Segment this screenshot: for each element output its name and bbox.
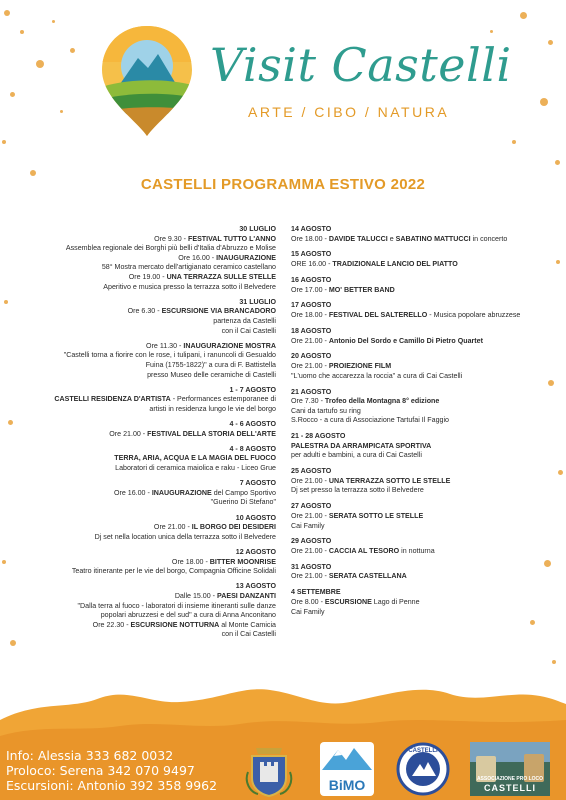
event-highlight: Antonio Del Sordo e Camillo Di Pietro Quartet: [328, 336, 483, 345]
event-highlight: FESTIVAL TUTTO L'ANNO: [188, 234, 276, 243]
event-date: 17 AGOSTO: [291, 301, 332, 310]
event-text: Lago di Penne: [371, 597, 420, 606]
event-text: Aperitivo e musica presso la terrazza sotto il Belvedere: [103, 282, 276, 291]
event-date: 4 - 8 AGOSTO: [229, 444, 276, 453]
event-text: Ore 21.00 -: [291, 547, 329, 555]
event-highlight: PAESI DANZANTI: [217, 591, 276, 600]
event-line: [291, 372, 553, 382]
event-text: Ore 21.00 -: [291, 476, 329, 485]
castelli-coat-of-arms-logo: [244, 742, 294, 798]
event-text: 58° Mostra mercato dell'artigianato ceramico castellano: [101, 263, 276, 272]
event-text: con il Cai Castelli: [221, 326, 276, 335]
event-text: Ore 18.00 -: [291, 311, 329, 320]
event-text: per adulti e bambini, a cura di Cai Castelli: [291, 451, 422, 460]
contact-escursioni-line: Escursioni: Antonio 392 358 9962: [6, 778, 218, 793]
event-entry: [14, 386, 276, 415]
event-entry: [14, 479, 276, 508]
event-text: "Castelli torna a fiorire con le rose, i tulipani, i ranuncoli di Gesualdo: [63, 351, 276, 360]
event-highlight: CACCIA AL TESORO: [328, 547, 400, 555]
event-line: [291, 407, 553, 417]
event-highlight: TERRA, ARIA, ACQUA E LA MAGIA DEL FUOCO: [114, 454, 276, 463]
event-date: 14 AGOSTO: [291, 225, 332, 233]
event-text: Ore 19.00 -: [128, 272, 167, 281]
event-text: al Monte Camicia: [219, 620, 276, 629]
event-date: 27 AGOSTO: [291, 502, 332, 511]
event-text: Ore 16.00 -: [178, 253, 217, 262]
event-date: 15 AGOSTO: [291, 250, 332, 259]
event-line: [291, 397, 553, 407]
event-line: [14, 273, 276, 283]
right-event-column: [291, 225, 553, 623]
event-line: [14, 283, 276, 293]
event-line: [14, 621, 276, 631]
event-highlight: TRADIZIONALE LANCIO DEL PIATTO: [332, 260, 458, 269]
event-highlight: INAUGURAZIONE: [151, 488, 212, 497]
event-line: [14, 464, 276, 474]
event-entry: [291, 225, 553, 244]
event-line: [14, 611, 276, 621]
event-date: 4 - 6 AGOSTO: [229, 420, 276, 429]
event-date: 1 - 7 AGOSTO: [229, 385, 276, 394]
brand-tagline: ARTE / CIBO / NATURA: [248, 104, 450, 120]
event-line: [14, 361, 276, 371]
event-line: [291, 260, 553, 270]
event-line: [14, 327, 276, 337]
event-entry: [14, 420, 276, 439]
event-line: [14, 430, 276, 440]
event-highlight: FESTIVAL DELLA STORIA DELL'ARTE: [147, 429, 276, 438]
event-entry: [291, 250, 553, 269]
event-text: presso Museo delle ceramiche di Castelli: [147, 370, 276, 379]
event-text: Ore 7.30 -: [291, 397, 325, 406]
event-text: "Guerino Di Stefano": [210, 498, 276, 507]
event-text: Ore 18.00 -: [291, 234, 329, 243]
event-date: 12 AGOSTO: [235, 547, 276, 556]
event-highlight: CASTELLI RESIDENZA D'ARTISTA: [54, 395, 171, 404]
event-entry: [291, 563, 553, 582]
event-line: [14, 602, 276, 612]
event-highlight: PROIEZIONE FILM: [328, 362, 392, 371]
event-text: ORE 16.00 -: [291, 260, 333, 269]
proloco-city-text: CASTELLI: [484, 783, 536, 793]
event-entry: [291, 276, 553, 295]
event-date: 29 AGOSTO: [291, 537, 332, 546]
event-line: [291, 362, 553, 372]
event-date: 13 AGOSTO: [235, 582, 276, 591]
event-text: Assemblea regionale dei Borghi più belli d'Italia d'Abruzzo e Molise: [65, 244, 276, 253]
event-text: Ore 18.00 -: [171, 557, 210, 566]
event-entry: [14, 514, 276, 543]
bimo-logo: [320, 742, 374, 796]
cai-castelli-logo: [396, 742, 450, 796]
event-text: in concerto: [470, 234, 508, 243]
event-highlight: BITTER MOONRISE: [209, 557, 276, 566]
event-text: Dalle 15.00 -: [174, 591, 218, 600]
event-line: [291, 286, 553, 296]
event-text: Dj set nella location unica della terrazza sotto il Belvedere: [94, 532, 276, 541]
event-date: 30 LUGLIO: [239, 225, 276, 233]
event-highlight: INAUGURAZIONE: [216, 253, 276, 262]
event-date: 10 AGOSTO: [235, 513, 276, 522]
event-highlight: ESCURSIONE: [324, 597, 372, 606]
event-entry: [291, 502, 553, 531]
event-entry: [14, 582, 276, 640]
event-text: Ore 22.30 -: [92, 620, 131, 629]
event-text: popolari abruzzesi e del sud" a cura di Anna Anconitano: [100, 611, 276, 620]
event-date: 25 AGOSTO: [291, 467, 332, 476]
event-text: Ore 21.00 -: [291, 572, 329, 581]
event-line: [291, 486, 553, 496]
event-highlight: Trofeo della Montagna 8° edizione: [324, 397, 440, 406]
event-text: artisti in residenza lungo le vie del borgo: [149, 404, 276, 413]
event-date: 20 AGOSTO: [291, 352, 332, 361]
event-date: 7 AGOSTO: [239, 479, 276, 488]
event-line: [291, 608, 553, 618]
event-entry: [291, 301, 553, 320]
event-text: Dj set presso la terrazza sotto il Belvedere: [291, 486, 424, 495]
event-highlight: PALESTRA DA ARRAMPICATA SPORTIVA: [291, 441, 432, 450]
left-event-column: [14, 225, 276, 646]
event-line: [14, 395, 276, 405]
event-highlight: SABATINO MATTUCCI: [395, 234, 471, 243]
event-line: [14, 235, 276, 245]
event-highlight: FESTIVAL DEL SALTERELLO: [328, 311, 428, 320]
event-text: Ore 21.00 -: [291, 336, 329, 345]
event-text: Ore 21.00 -: [153, 523, 192, 532]
event-line: [291, 311, 553, 321]
event-highlight: UNA TERRAZZA SOTTO LE STELLE: [328, 476, 451, 485]
mountain-icon: [320, 742, 374, 772]
event-line: [14, 558, 276, 568]
event-entry: [14, 445, 276, 474]
event-line: [14, 567, 276, 577]
event-text: con il Cai Castelli: [221, 630, 276, 639]
location-pin-icon: [98, 22, 196, 140]
event-date: 4 SETTEMBRE: [291, 588, 341, 597]
event-line: [14, 592, 276, 602]
event-line: [14, 523, 276, 533]
event-text: Ore 21.00 -: [291, 362, 329, 371]
proloco-text: ASSOCIAZIONE PRO LOCO: [476, 776, 544, 782]
event-highlight: DAVIDE TALUCCI: [328, 234, 388, 243]
event-date: 21 AGOSTO: [291, 387, 332, 396]
event-line: [14, 630, 276, 640]
event-text: - Performances estemporanee di: [170, 395, 276, 404]
event-highlight: MO' BETTER BAND: [328, 285, 395, 294]
event-entry: [14, 225, 276, 292]
event-text: Cai Family: [291, 521, 325, 530]
event-text: Ore 21.00 -: [109, 429, 148, 438]
event-line: [14, 498, 276, 508]
event-line: [14, 489, 276, 499]
event-line: [291, 235, 553, 245]
event-line: [14, 371, 276, 381]
event-line: [291, 522, 553, 532]
event-line: [14, 254, 276, 264]
event-text: Cani da tartufo su ring: [291, 406, 361, 415]
event-line: [291, 451, 553, 461]
contact-info: [6, 748, 217, 793]
event-line: [291, 512, 553, 522]
event-text: Teatro itinerante per le vie del borgo, Compagnia Officine Solidali: [71, 567, 276, 576]
event-entry: [14, 298, 276, 336]
event-text: - Musica popolare abruzzese: [427, 311, 521, 320]
event-line: [291, 337, 553, 347]
event-text: in notturna: [399, 547, 435, 555]
event-entry: [291, 588, 553, 617]
event-entry: [14, 548, 276, 577]
event-highlight: UNA TERRAZZA SULLE STELLE: [166, 272, 276, 281]
event-entry: [291, 467, 553, 496]
contact-proloco-line: Proloco: Serena 342 070 9497: [6, 763, 195, 778]
event-line: [291, 477, 553, 487]
event-date: 21 - 28 AGOSTO: [291, 432, 346, 441]
event-entry: [291, 327, 553, 346]
event-line: [291, 572, 553, 582]
event-entry: [291, 352, 553, 381]
event-text: "Dalla terra al fuoco - laboratori di insieme itineranti sulle danze: [77, 601, 276, 610]
event-line: [14, 342, 276, 352]
event-text: Ore 17.00 -: [291, 285, 329, 294]
event-text: partenza da Castelli: [213, 316, 276, 325]
event-text: Fuina (1755-1822)" a cura di F. Battistella: [145, 360, 276, 369]
event-line: [291, 547, 553, 557]
event-date: 31 LUGLIO: [239, 297, 276, 306]
event-line: [14, 307, 276, 317]
event-highlight: IL BORGO DEI DESIDERI: [191, 523, 276, 532]
event-line: [291, 442, 553, 452]
proloco-castelli-logo: [470, 742, 550, 796]
cai-castelli-text: CASTELLI: [408, 748, 438, 754]
event-line: [14, 533, 276, 543]
event-highlight: SERATA CASTELLANA: [328, 572, 407, 581]
event-line: [14, 263, 276, 273]
event-highlight: ESCURSIONE NOTTURNA: [130, 620, 220, 629]
event-date: 31 AGOSTO: [291, 562, 332, 571]
event-entry: [291, 432, 553, 461]
event-date: 18 AGOSTO: [291, 326, 332, 335]
event-text: Ore 6.30 -: [127, 307, 162, 316]
event-text: Cai Family: [291, 607, 325, 616]
event-text: "L'uomo che accarezza la roccia" a cura di Cai Castelli: [291, 371, 463, 380]
event-highlight: SERATA SOTTO LE STELLE: [328, 511, 424, 520]
event-line: [14, 244, 276, 254]
event-highlight: INAUGURAZIONE MOSTRA: [183, 341, 276, 350]
event-line: [14, 317, 276, 327]
event-line: [14, 351, 276, 361]
program-title: CASTELLI PROGRAMMA ESTIVO 2022: [140, 176, 426, 193]
event-text: S.Rocco - a cura di Associazione Tartufai Il Faggio: [291, 416, 449, 425]
event-date: 16 AGOSTO: [291, 275, 332, 284]
event-line: [14, 405, 276, 415]
event-text: Ore 8.00 -: [291, 597, 325, 606]
event-entry: [14, 342, 276, 380]
visit-castelli-logo: [98, 22, 512, 140]
event-line: [291, 598, 553, 608]
event-text: del Campo Sportivo: [211, 488, 276, 497]
contact-info-line: Info: Alessia 333 682 0032: [6, 748, 174, 763]
event-text: Laboratori di ceramica maiolica e raku - Liceo Grue: [115, 464, 276, 473]
event-text: Ore 21.00 -: [291, 511, 329, 520]
brand-name: Visit Castelli: [210, 38, 512, 92]
event-line: [14, 454, 276, 464]
event-text: Ore 9.30 -: [154, 234, 188, 243]
event-highlight: ESCURSIONE VIA BRANCADORO: [161, 307, 276, 316]
event-text: Ore 11.30 -: [146, 341, 184, 350]
bimo-logo-text: BiMO: [328, 777, 366, 793]
event-line: [291, 416, 553, 426]
event-text: Ore 16.00 -: [113, 488, 152, 497]
event-entry: [291, 537, 553, 556]
event-text: e: [387, 234, 396, 243]
event-entry: [291, 388, 553, 426]
